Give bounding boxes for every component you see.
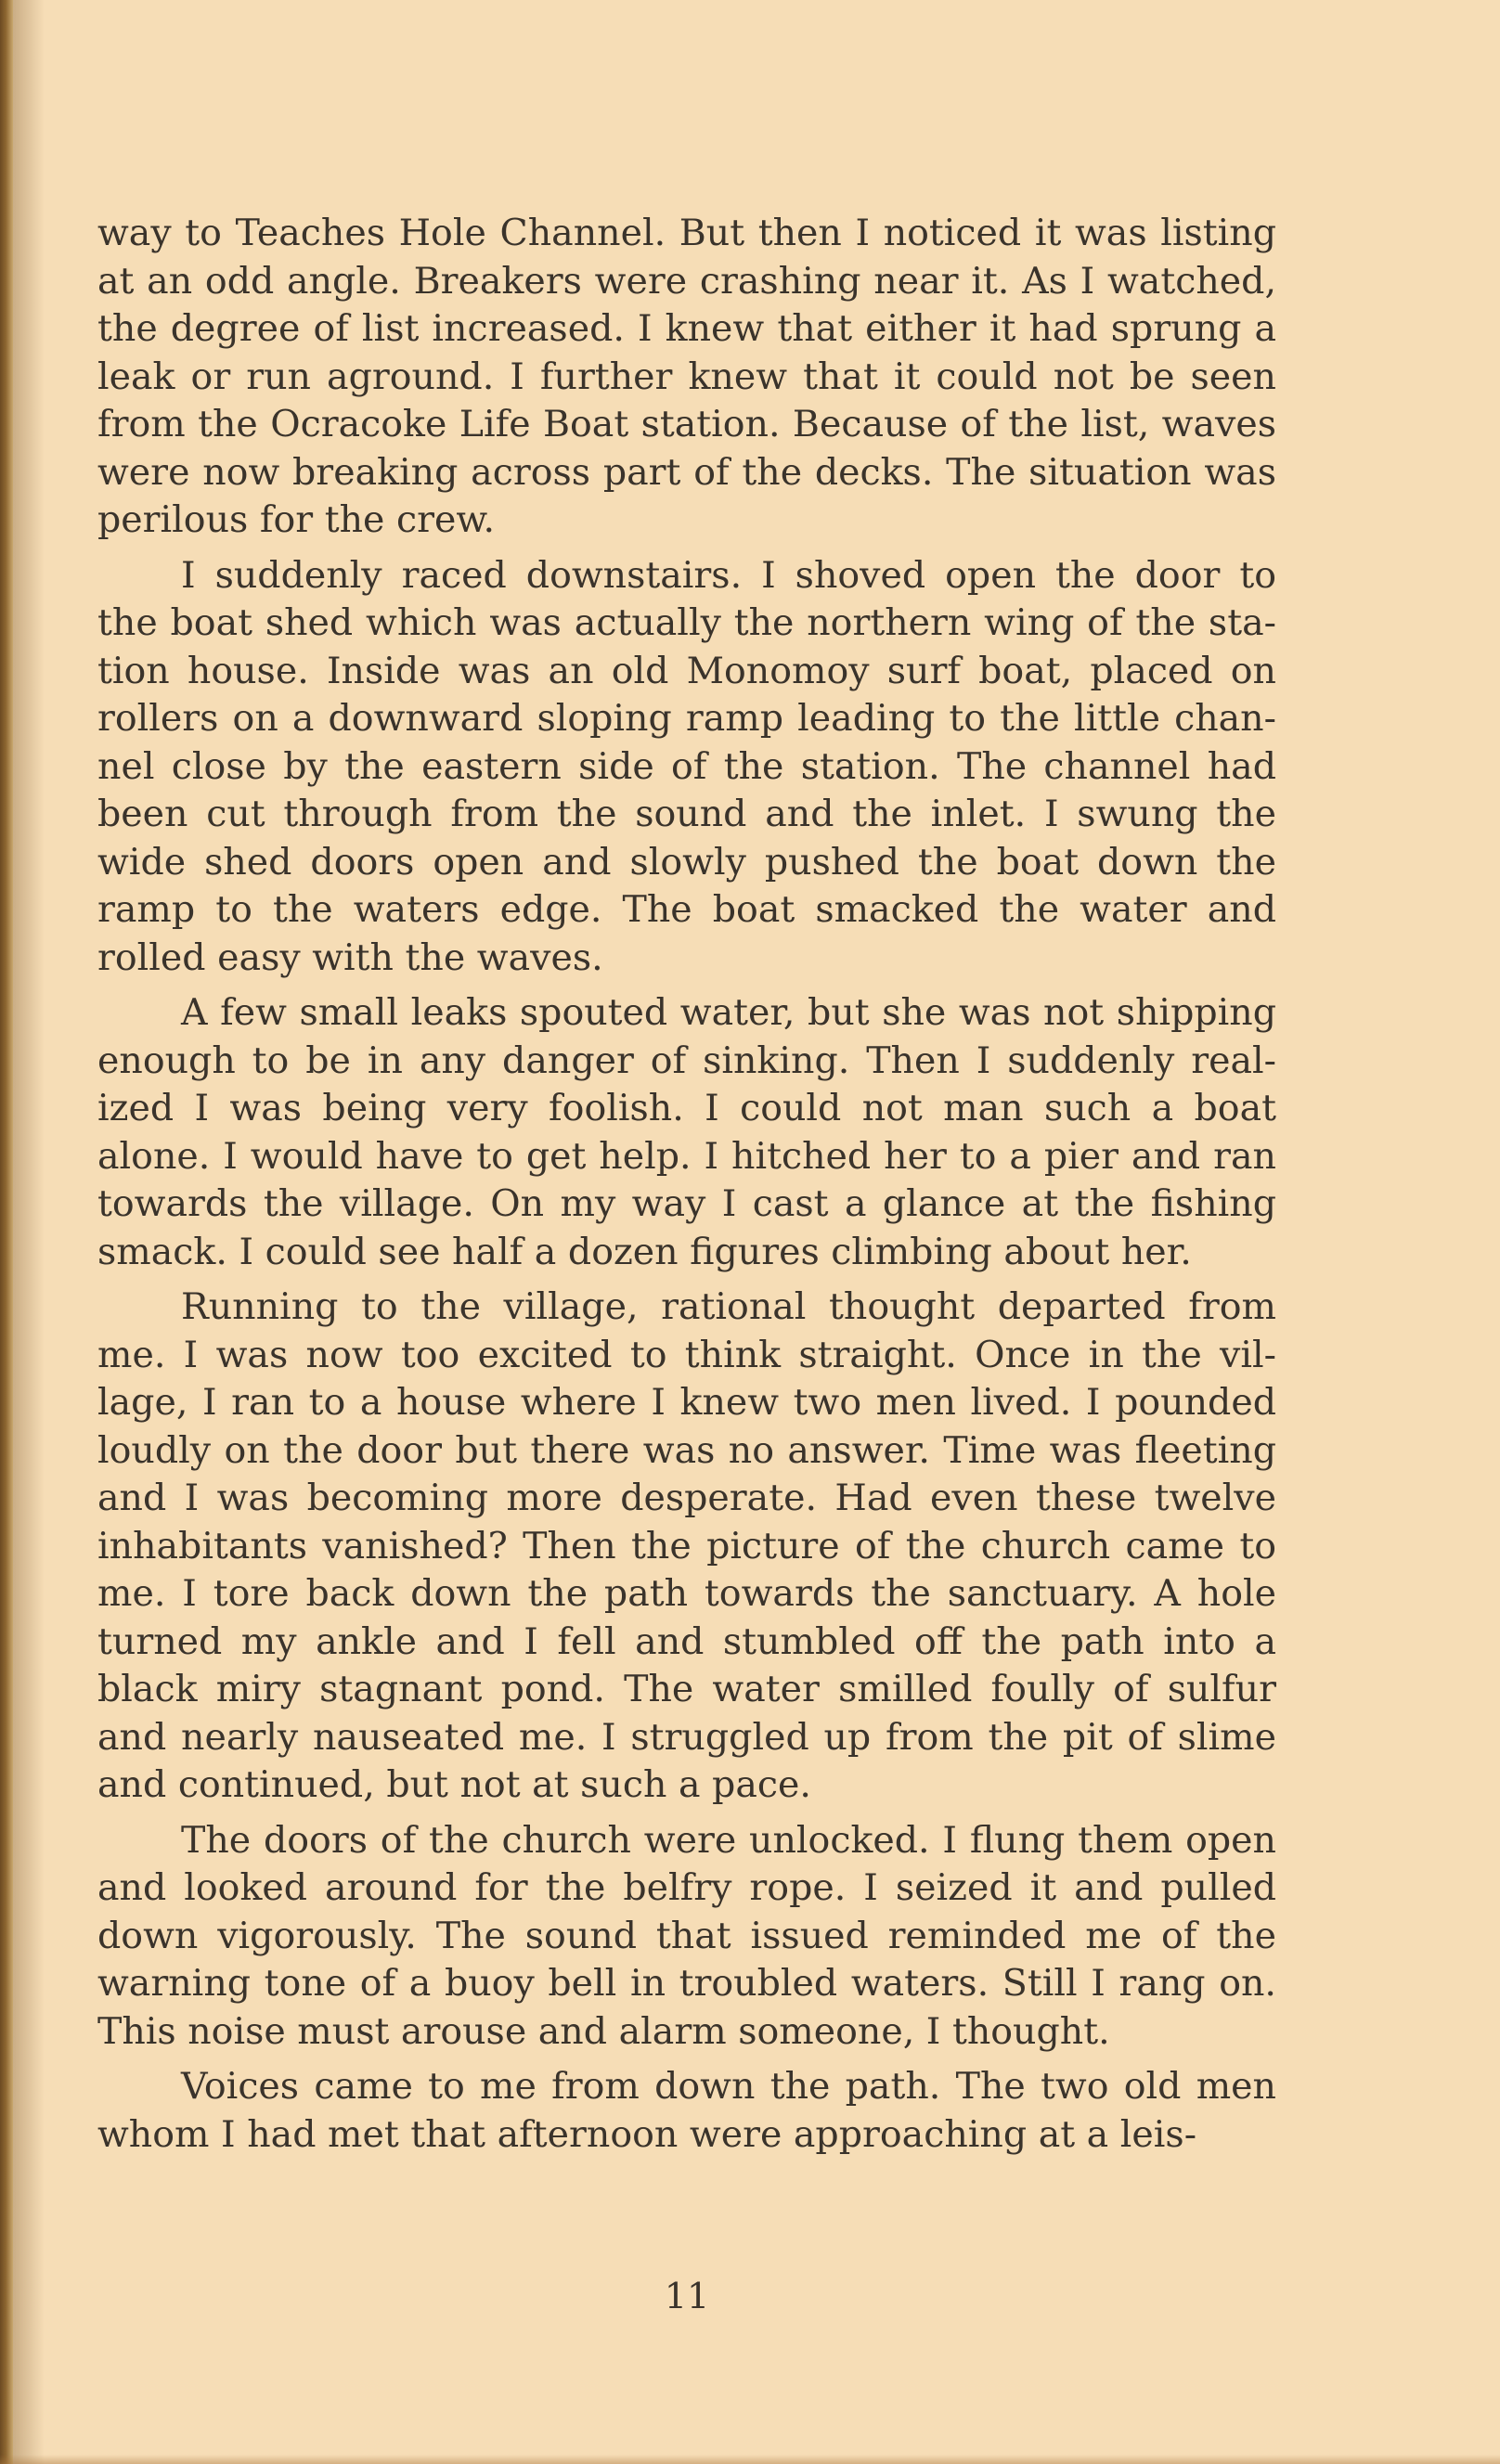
paragraph-village: Running to the village, rational thought departed from me. I was now too excited to think straight. Once in the village, I ran to a house where I knew two men lived. I pounded loudly on the door but there was no answer. Time was fleeting and I was becoming more desperate. Had even these twelve inhabitants vanished? Then the picture of the church came to me. I tore back down the path towards the sanctuary. A hole turned my ankle and I fell and stumbled off the path into a black miry stagnant pond. The water smilled foully of sulfur and nearly nauseated me. I struggled up from the pit of slime and continued, but not at such a pace.: [97, 1285, 1276, 1806]
paragraph-boat-shed: I suddenly raced downstairs. I shoved open the door to the boat shed which was actually the northern wing of the station house. Inside was an old Monomoy surf boat, placed on rollers on a downward sloping ramp leading to the little channel close by the eastern side of the station. The channel had been cut through from the sound and the inlet. I swung the wide shed doors open and slowly pushed the boat down the ramp to the waters edge. The boat smacked the water and rolled easy with the waves.: [97, 553, 1276, 979]
page-bottom-edge: [0, 2455, 1500, 2464]
paragraph-church: The doors of the church were unlocked. I flung them open and looked around for the belfry rope. I seized it and pulled down vigorously. The sound that issued reminded me of the warning tone of a buoy bell in troubled waters. Still I rang on. This noise must arouse and alarm someone, I thought.: [97, 1818, 1276, 2053]
book-binding-edge: [0, 0, 13, 2464]
body-text: [97, 210, 1276, 2159]
paragraph-voices: Voices came to me from down the path. The two old men whom I had met that afternoon were approaching at a leis-: [97, 2065, 1276, 2156]
paragraph-leaks: A few small leaks spouted water, but she was not shipping enough to be in any danger of sinking. Then I suddenly realized I was being very foolish. I could not man such a boat alone. I would have to get help. I hitched her to a pier and ran towards the village. On my way I cast a glance at the fishing smack. I could see half a dozen figures climbing about her.: [97, 991, 1276, 1273]
binding-shadow: [13, 0, 45, 2464]
page-number: 11: [664, 2276, 710, 2316]
paragraph-continuation: way to Teaches Hole Channel. But then I noticed it was listing at an odd angle. Breakers were crashing near it. As I watched, the degree of list increased. I knew that either it had sprung a leak or run aground. I further knew that it could not be seen from the Ocracoke Life Boat station. Because of the list, waves were now breaking across part of the decks. The situation was perilous for the crew.: [97, 212, 1276, 541]
